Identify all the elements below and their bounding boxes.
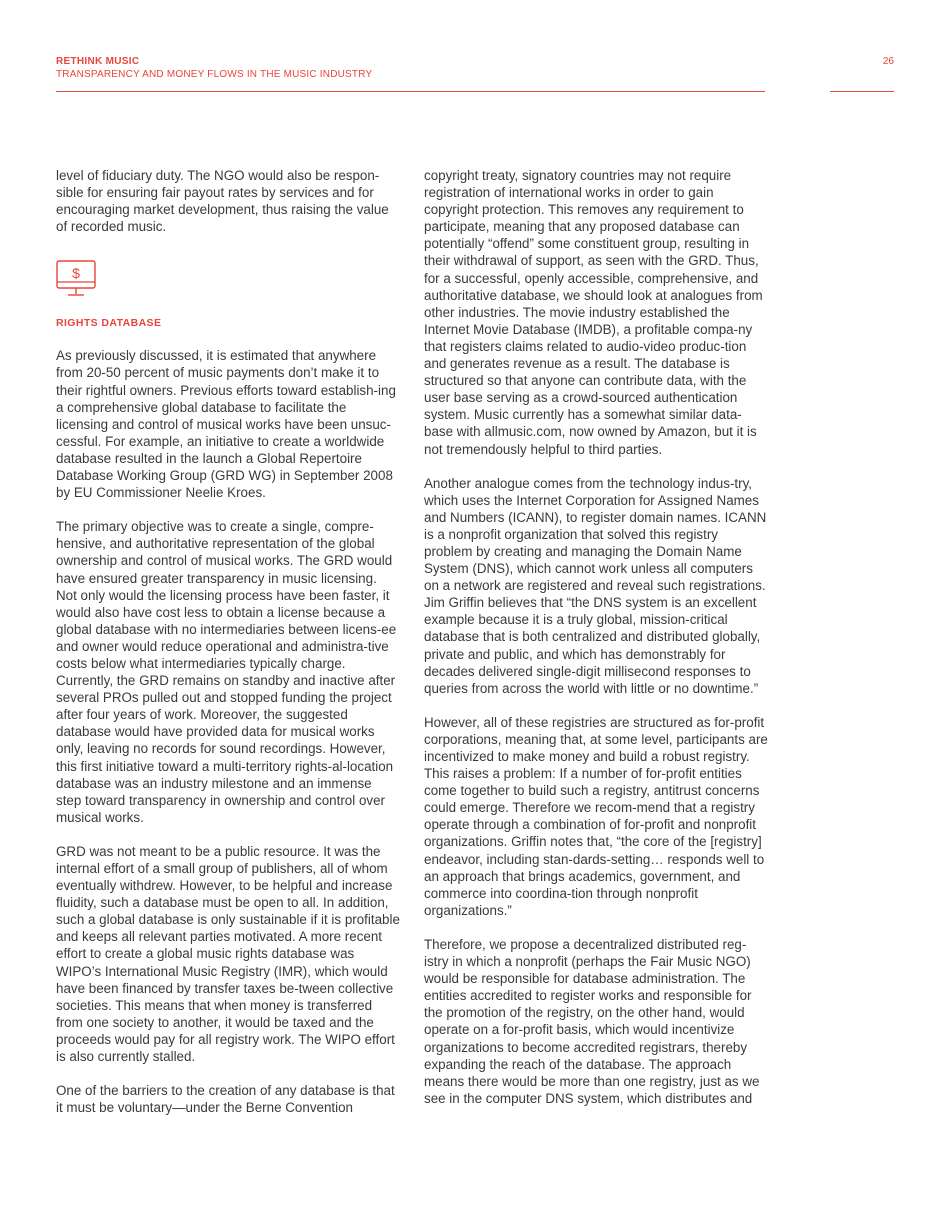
section-heading: RIGHTS DATABASE: [56, 317, 162, 330]
svg-text:$: $: [72, 265, 80, 282]
right-paragraph-3: However, all of these registries are structured as for-profit corporations, meaning that, at some level, participants are incentivized to make money and build a robust registry. This raises a problem: If a number of for-profit entities come together to build such a registry, antitrust concerns could emerge. Therefore we recom-mend that a registry operate through a combination of for-profit and nonprofit organizations. Griffin notes that, “the core of the [registry] endeavor, including stan-dards-setting… responds well to an approach that brings academics, government, and commerce into coordina-tion through nonprofit organizations.”: [424, 714, 768, 918]
left-paragraph-4: One of the barriers to the creation of any database is that it must be voluntary—under the Berne Convention: [56, 1083, 395, 1116]
monitor-dollar-icon: [56, 260, 98, 300]
left-column: [56, 167, 400, 1133]
header-subtitle: TRANSPARENCY AND MONEY FLOWS IN THE MUSIC INDUSTRY: [56, 69, 373, 80]
left-paragraph-1: As previously discussed, it is estimated that anywhere from 20-50 percent of music payments don’t make it to their rightful owners. Previous efforts toward establish-ing a comprehensive global database to facilitate the licensing and control of musical works have been unsuc-cessful. For example, an initiative to create a worldwide database resulted in the launch a Global Repertoire Database Working Group (GRD WG) in September 2008 by EU Commissioner Neelie Kroes.: [56, 348, 396, 501]
right-paragraph-2: Another analogue comes from the technology indus-try, which uses the Internet Corporation for Assigned Names and Numbers (ICANN), to register domain names. ICANN is a nonprofit organization that solved this registry problem by creating and managing the Domain Name System (DNS), which cannot work unless all computers on a network are registered and reveal such registrations. Jim Griffin believes that “the DNS system is an excellent example because it is a truly global, mission-critical database that is both centralized and distributed globally, private and public, and which has demonstrably for decades delivered single-digit millisecond responses to queries from across the world with little or no downtime.”: [424, 475, 767, 696]
page-number: 26: [882, 56, 894, 67]
right-column: [424, 167, 768, 1124]
left-paragraph-3: GRD was not meant to be a public resource. It was the internal effort of a small group of publishers, all of whom eventually withdrew. However, to be helpful and increase fluidity, such a database must be open to all. In addition, such a global database is only sustainable if it is profitable and keeps all relevant parties motivated. A more recent effort to create a global music rights database was WIPO’s International Music Registry (IMR), which would have been financed by transfer taxes be-tween collective societies. This means that when money is transferred from one society to another, it would be taxed and the proceeds would pay for all registry work. The WIPO effort is also currently stalled.: [56, 843, 400, 1065]
page-number-divider: [830, 91, 894, 92]
left-paragraph-2: The primary objective was to create a single, compre-hensive, and authoritative representation of the global ownership and control of musical works. The GRD would have ensured greater transparency in music licensing. Not only would the licensing process have been faster, it would also have cost less to obtain a license because a global database with no intermediaries between licens-ee and owner would reduce operational and administra-tive costs below what intermediaries typically charge. Currently, the GRD remains on standby and inactive after several PROs pulled out and stopped funding the project after four years of work. Moreover, the suggested database would have provided data for musical works only, leaving no records for sound recordings. However, this first initiative toward a multi-territory rights-al-location database was an industry milestone and an immense step toward transparency in ownership and control over musical works.: [56, 519, 397, 825]
intro-paragraph: level of fiduciary duty. The NGO would also be respon-sible for ensuring fair payout rates by services and for encouraging market development, thus raising the value of recorded music.: [56, 168, 389, 235]
right-paragraph-4: Therefore, we propose a decentralized distributed reg-istry in which a nonprofit (perhaps the Fair Music NGO) would be responsible for database administration. The entities accredited to register works and responsible for the promotion of the registry, on the other hand, would operate on a for-profit basis, which would incentivize organizations to become accredited registrars, thereby expanding the reach of the database. The approach means there would be more than one registry, just as we see in the computer DNS system, which distributes and: [424, 936, 760, 1106]
header-brand: RETHINK MUSIC: [56, 56, 140, 67]
right-paragraph-1: copyright treaty, signatory countries may not require registration of international works in order to gain copyright protection. This removes any requirement to participate, meaning that any proposed database can potentially “offend” some constituent group, resulting in their withdrawal of support, as seen with the GRD. Thus, for a successful, openly accessible, comprehensive, and authoritative database, we should look at analogues from other industries. The movie industry established the Internet Movie Database (IMDB), a profitable compa-ny that registers claims related to audio-video produc-tion and generates revenue as a result. The database is structured so that anyone can contribute data, with the user base serving as a crowd-sourced authentication system. Music currently has a somewhat similar data-base with allmusic.com, now owned by Amazon, but it is not tremendously helpful to third parties.: [424, 168, 763, 457]
header-divider: [56, 91, 765, 92]
